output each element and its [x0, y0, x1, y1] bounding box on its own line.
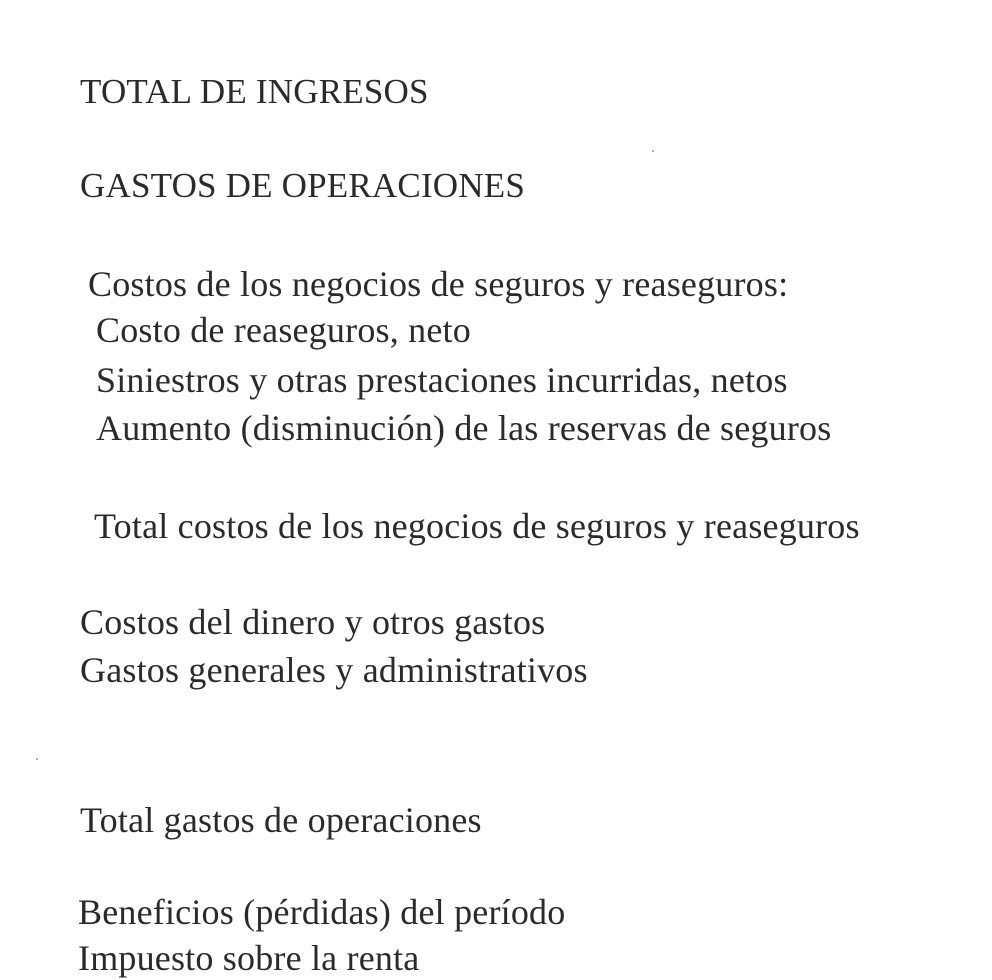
- costo-reaseguros-line: Costo de reaseguros, neto: [96, 310, 471, 350]
- total-costos-seguros-line: Total costos de los negocios de seguros y reaseguros: [94, 506, 860, 546]
- gastos-operaciones-heading: GASTOS DE OPERACIONES: [80, 166, 525, 205]
- total-ingresos-heading: TOTAL DE INGRESOS: [80, 72, 429, 111]
- siniestros-line: Siniestros y otras prestaciones incurridas, netos: [96, 360, 788, 400]
- impuesto-renta-line: Impuesto sobre la renta: [78, 938, 420, 978]
- scan-speck: [36, 758, 38, 760]
- beneficios-line: Beneficios (pérdidas) del período: [78, 892, 566, 932]
- gastos-generales-line: Gastos generales y administrativos: [80, 650, 588, 690]
- total-gastos-operaciones-line: Total gastos de operaciones: [80, 800, 482, 840]
- costos-seguros-subheading: Costos de los negocios de seguros y reaseguros:: [88, 264, 789, 304]
- aumento-reservas-line: Aumento (disminución) de las reservas de seguros: [96, 408, 832, 448]
- costos-dinero-line: Costos del dinero y otros gastos: [80, 602, 546, 642]
- scan-speck: [652, 150, 654, 152]
